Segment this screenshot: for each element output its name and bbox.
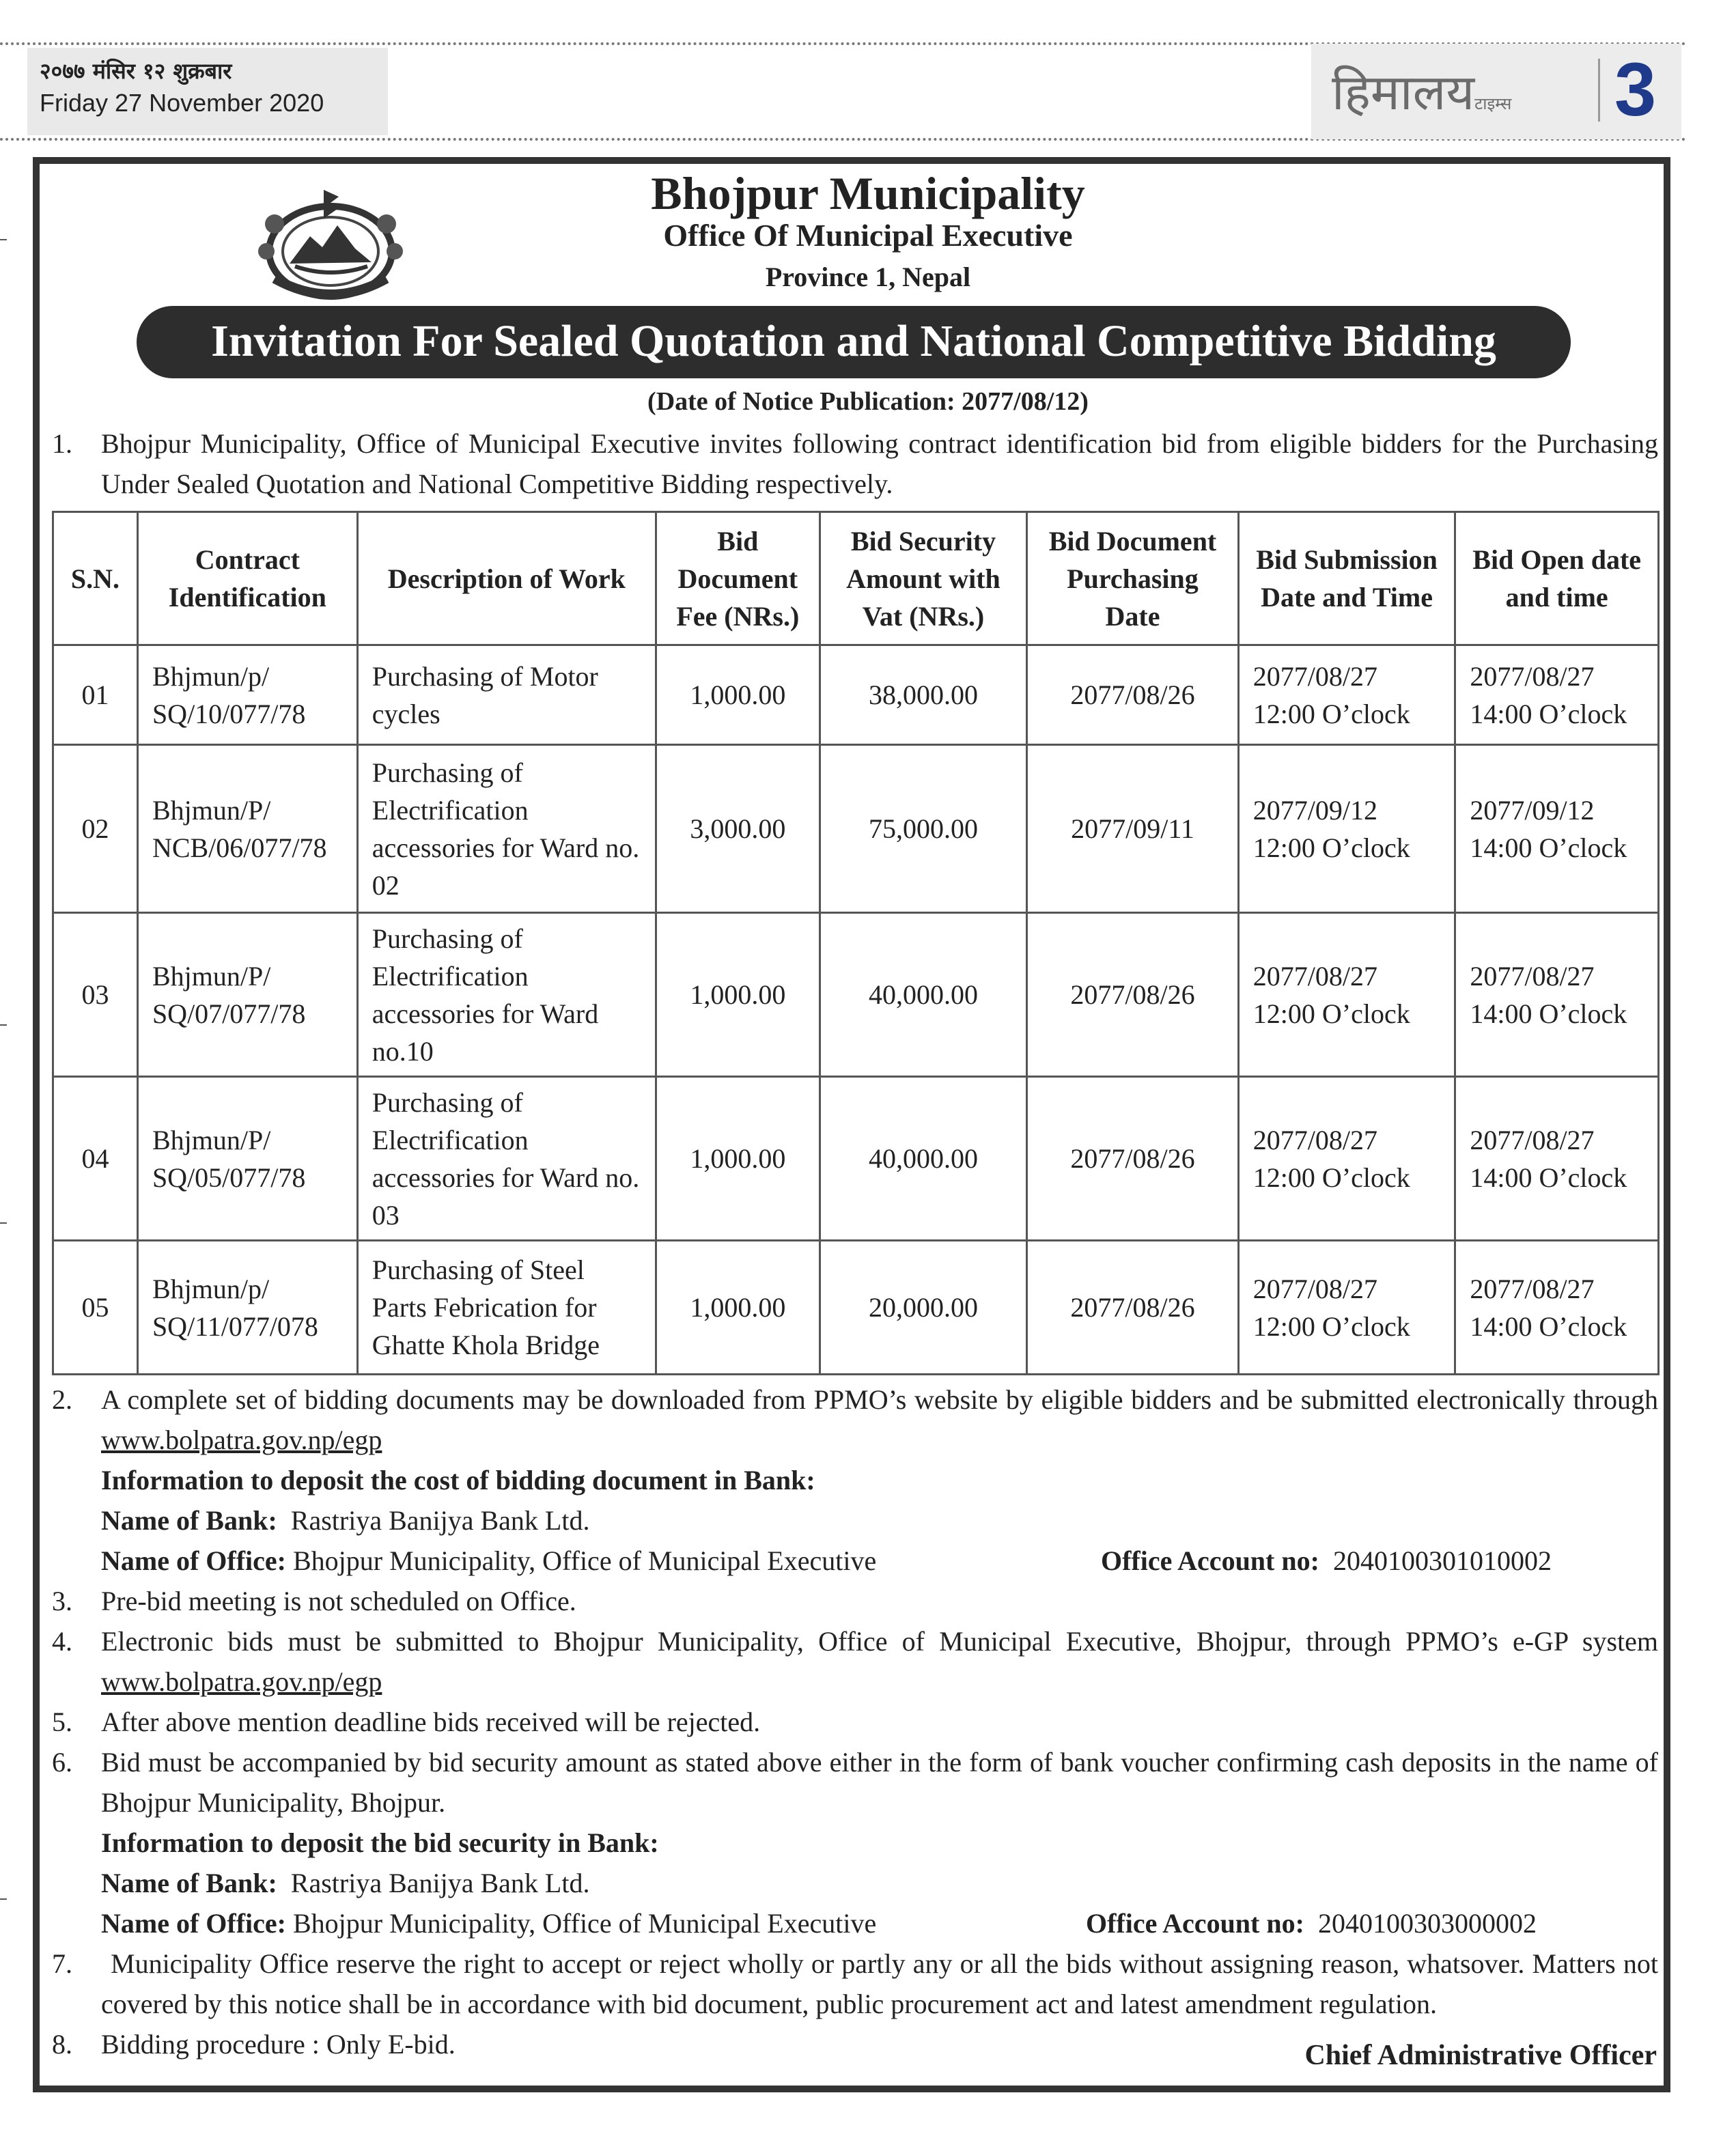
bank-line-1 (101, 1500, 1658, 1541)
cell-security: 40,000.00 (820, 913, 1026, 1077)
table-row (53, 745, 1659, 913)
margin-tick (0, 1024, 7, 1026)
cell-contract: Bhjmun/p/ SQ/11/077/078 (137, 1241, 357, 1375)
cell-description: Purchasing of Motor cycles (357, 645, 656, 745)
item-number: 1. (52, 428, 72, 459)
item-number: 7. (52, 1948, 72, 1979)
table-row (53, 1241, 1659, 1375)
cell-contract: Bhjmun/P/ NCB/06/077/78 (137, 745, 357, 913)
item-number: 5. (52, 1707, 72, 1737)
page-number: 3 (1614, 48, 1657, 132)
item-number: 4. (52, 1626, 72, 1657)
item-5-paragraph: After above mention deadline bids received will be rejected. (101, 1707, 761, 1737)
account-line-2 (1086, 1903, 1646, 1943)
cell-purchase-date: 2077/08/26 (1027, 1077, 1239, 1241)
item-8-paragraph: Bidding procedure : Only E-bid. (101, 2029, 456, 2060)
margin-tick (0, 1898, 7, 1900)
cell-fee: 1,000.00 (656, 1241, 820, 1375)
cell-contract: Bhjmun/p/ SQ/10/077/78 (137, 645, 357, 745)
publication-date: (Date of Notice Publication: 2077/08/12) (647, 387, 1089, 416)
masthead-separator (1598, 59, 1600, 122)
cell-purchase-date: 2077/09/11 (1027, 745, 1239, 913)
intro-paragraph: Bhojpur Municipality, Office of Municipal Executive invites following contract identification bid from eligible bidders for the Purchasing Under Sealed Quotation and National Competitive Bidding respectively. (101, 428, 1658, 499)
cell-contract: Bhjmun/P/ SQ/07/077/78 (137, 913, 357, 1077)
header-purchase-date: Bid Document Purchasing Date (1027, 512, 1239, 645)
cell-open: 2077/08/27 14:00 O’clock (1455, 1077, 1659, 1241)
account-label: Office Account no: (1086, 1908, 1304, 1939)
office-value: Bhojpur Municipality, Office of Municipal Executive (292, 1545, 877, 1576)
cell-purchase-date: 2077/08/26 (1027, 1241, 1239, 1375)
cell-sn: 04 (53, 1077, 138, 1241)
egp-link[interactable]: www.bolpatra.gov.np/egp (101, 1666, 382, 1697)
cell-security: 40,000.00 (820, 1077, 1026, 1241)
masthead-subtitle: टाइम्स (1474, 94, 1512, 113)
cell-fee: 1,000.00 (656, 913, 820, 1077)
item-3-paragraph: Pre-bid meeting is not scheduled on Office. (101, 1586, 576, 1616)
cell-sn: 05 (53, 1241, 138, 1375)
cell-description: Purchasing of Steel Parts Febrication for Ghatte Khola Bridge (357, 1241, 656, 1375)
table-row (53, 1077, 1659, 1241)
table-header-row (53, 512, 1659, 645)
cell-description: Purchasing of Electrification accessories for Ward no. 03 (357, 1077, 656, 1241)
cell-security: 20,000.00 (820, 1241, 1026, 1375)
account-label: Office Account no: (1101, 1545, 1319, 1576)
item-6-paragraph: Bid must be accompanied by bid security amount as stated above either in the form of bank voucher confirming cash deposits in the name of Bhojpur Municipality, Bhojpur. (101, 1747, 1658, 1818)
cell-purchase-date: 2077/08/26 (1027, 645, 1239, 745)
item-4-text: Electronic bids must be submitted to Bhojpur Municipality, Office of Municipal Executive, Bhojpur, through PPMO’s e-GP system (101, 1626, 1658, 1657)
item-number: 3. (52, 1586, 72, 1616)
bank-heading-2: Information to deposit the bid security in Bank: (101, 1827, 659, 1858)
office-value: Bhojpur Municipality, Office of Municipal Executive (292, 1908, 877, 1939)
header-description: Description of Work (357, 512, 656, 645)
cell-fee: 3,000.00 (656, 745, 820, 913)
cell-security: 75,000.00 (820, 745, 1026, 913)
office-name: Office Of Municipal Executive (663, 218, 1073, 253)
bank-heading-1: Information to deposit the cost of bidding document in Bank: (101, 1465, 815, 1496)
cell-submission: 2077/08/27 12:00 O’clock (1238, 645, 1455, 745)
header-fee: Bid Document Fee (NRs.) (656, 512, 820, 645)
date-box (27, 48, 388, 135)
bank-value: Rastriya Banijya Bank Ltd. (290, 1868, 590, 1898)
cell-open: 2077/08/27 14:00 O’clock (1455, 913, 1659, 1077)
cell-open: 2077/09/12 14:00 O’clock (1455, 745, 1659, 913)
date-nepali: २०७७ मंसिर १२ शुक्रबार (40, 58, 232, 84)
masthead-logo (1332, 57, 1511, 124)
masthead (1311, 44, 1681, 139)
margin-tick (0, 1222, 7, 1224)
cell-security: 38,000.00 (820, 645, 1026, 745)
header-sn: S.N. (53, 512, 138, 645)
cell-description: Purchasing of Electrification accessories for Ward no.10 (357, 913, 656, 1077)
item-7-paragraph: Municipality Office reserve the right to accept or reject wholly or partly any or all the bids without assigning reason, whatsover. Matters not covered by this notice shall be in accordance with bid document, public procurement act and latest amendment regulation. (101, 1948, 1658, 2019)
masthead-title: हिमालय (1332, 64, 1475, 121)
province: Province 1, Nepal (765, 262, 971, 292)
cell-contract: Bhjmun/P/ SQ/05/077/78 (137, 1077, 357, 1241)
cell-open: 2077/08/27 14:00 O’clock (1455, 645, 1659, 745)
cell-submission: 2077/09/12 12:00 O’clock (1238, 745, 1455, 913)
item-number: 6. (52, 1747, 72, 1778)
bank-value: Rastriya Banijya Bank Ltd. (290, 1505, 590, 1536)
item-2-paragraph (101, 1379, 1658, 1460)
bank-label: Name of Bank: (101, 1868, 277, 1898)
office-label: Name of Office: (101, 1908, 286, 1939)
cell-purchase-date: 2077/08/26 (1027, 913, 1239, 1077)
cell-fee: 1,000.00 (656, 645, 820, 745)
cell-description: Purchasing of Electrification accessories for Ward no. 02 (357, 745, 656, 913)
account-value: 2040100303000002 (1317, 1908, 1537, 1939)
header-open: Bid Open date and time (1455, 512, 1659, 645)
cell-sn: 03 (53, 913, 138, 1077)
account-value: 2040100301010002 (1332, 1545, 1552, 1576)
office-label: Name of Office: (101, 1545, 286, 1576)
signoff: Chief Administrative Officer (1304, 2040, 1657, 2071)
bank-line-2 (101, 1863, 1658, 1903)
bank-label: Name of Bank: (101, 1505, 277, 1536)
cell-submission: 2077/08/27 12:00 O’clock (1238, 1077, 1455, 1241)
cell-submission: 2077/08/27 12:00 O’clock (1238, 913, 1455, 1077)
header-submission: Bid Submission Date and Time (1238, 512, 1455, 645)
table-row (53, 645, 1659, 745)
table-row (53, 913, 1659, 1077)
cell-open: 2077/08/27 14:00 O’clock (1455, 1241, 1659, 1375)
item-number: 2. (52, 1384, 72, 1415)
item-4-paragraph (101, 1621, 1658, 1702)
cell-submission: 2077/08/27 12:00 O’clock (1238, 1241, 1455, 1375)
cell-sn: 02 (53, 745, 138, 913)
newspaper-header (0, 0, 1736, 143)
org-name: Bhojpur Municipality (651, 167, 1085, 219)
date-english: Friday 27 November 2020 (40, 89, 324, 117)
item-number: 8. (52, 2029, 72, 2060)
item-2-text: A complete set of bidding documents may be downloaded from PPMO’s website by eligible bidders and be submitted electronically through (101, 1384, 1658, 1415)
cell-sn: 01 (53, 645, 138, 745)
egp-link[interactable]: www.bolpatra.gov.np/egp (101, 1424, 382, 1455)
notice-title: Invitation For Sealed Quotation and National Competitive Bidding (137, 306, 1571, 378)
account-line-1 (1101, 1541, 1647, 1581)
header-contract: Contract Identification (137, 512, 357, 645)
header-security: Bid Security Amount with Vat (NRs.) (820, 512, 1026, 645)
bid-table (52, 511, 1660, 1375)
cell-fee: 1,000.00 (656, 1077, 820, 1241)
